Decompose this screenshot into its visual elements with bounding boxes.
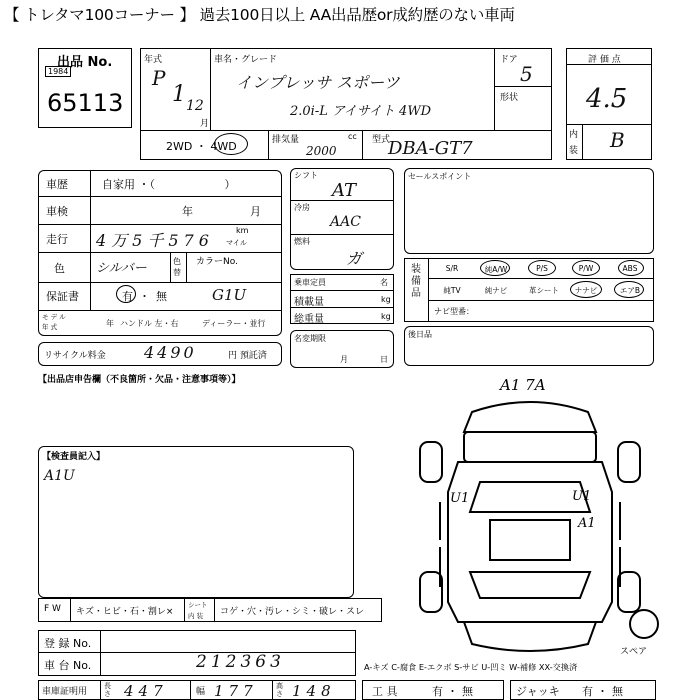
shift-label: シフト	[294, 171, 318, 180]
color-code-label: カラーNo.	[196, 257, 238, 267]
lot-number: 65113	[47, 89, 124, 117]
damage-legend: A-キズ C-腐食 E-エクボ S-サビ U-凹ミ W-補修 XX-交換済	[364, 662, 578, 672]
inspection-year: 年	[182, 205, 193, 218]
inspection-label: 車検	[46, 205, 68, 218]
equipment-sr: S/R	[445, 264, 459, 273]
seller-notes-label: 【出品店申告欄（不良箇所・欠品・注意事項等）】	[38, 375, 241, 385]
fuel-value: ガ	[346, 249, 363, 268]
displacement-value: 2000	[306, 144, 337, 158]
inspection-month: 月	[250, 205, 261, 218]
registration-label: 登 録 No.	[44, 637, 92, 650]
width-value: 177	[214, 682, 258, 700]
displacement-unit: cc	[348, 132, 357, 141]
year-label: 年式	[144, 55, 163, 65]
warranty-value: 有・無	[122, 290, 173, 303]
model-label: 車名・グレード	[214, 55, 278, 65]
color-value: シルバー	[96, 261, 147, 276]
doors-value: 5	[520, 62, 533, 86]
model-year-label-top: モ デ ル	[42, 313, 66, 321]
year-month-label: 月	[200, 119, 210, 129]
year-era: P	[152, 66, 166, 90]
seat-label-bottom: 内 装	[188, 612, 204, 620]
doors-label: ドア	[500, 55, 518, 65]
mileage-unit-bottom: マイル	[226, 239, 247, 247]
mileage-unit-top: km	[236, 226, 249, 235]
name-change-label: 名変期限	[294, 334, 326, 343]
equipment-tv: 純TV	[443, 286, 461, 295]
lot-box	[38, 48, 132, 128]
equipment-circle-airbag	[614, 281, 644, 298]
diagram-top-note: A1 7A	[500, 376, 546, 394]
jack-label: ジャッキ	[516, 685, 560, 698]
shift-value: AT	[332, 180, 357, 201]
color-code-value: G1U	[212, 286, 247, 304]
tool-label: 工 具	[372, 685, 398, 698]
ac-label: 冷房	[294, 203, 310, 212]
car-damage-diagram	[380, 372, 680, 662]
name-change-month: 月	[340, 355, 348, 364]
equipment-abs: ABS	[622, 264, 638, 273]
model-year-label-bottom: 年 式	[42, 323, 58, 331]
inspector-label: 【検査員記入】	[42, 452, 106, 462]
seat-items: コゲ・穴・汚レ・シミ・破レ・スレ	[220, 607, 365, 617]
ac-value: AAC	[330, 214, 361, 230]
equipment-navi: 純ナビ	[484, 286, 508, 295]
equipment-circle-ps	[528, 260, 556, 276]
diagram-left-door: U1	[450, 491, 470, 506]
recycle-value: 4490	[144, 343, 197, 362]
length-value: 447	[124, 682, 168, 700]
interior-label-2: 装	[569, 146, 579, 156]
model-grade: 2.0i-L アイサイト 4WD	[290, 104, 432, 119]
displacement-label: 排気量	[272, 135, 300, 145]
lot-label: 出品 No.	[57, 55, 113, 70]
recycle-label: リサイクル料金	[44, 351, 106, 361]
warranty-label: 保証書	[46, 290, 79, 303]
mileage-value: 4万5千576	[96, 231, 214, 250]
drive-label: 2WD ・ 4WD	[166, 140, 237, 153]
fuel-label: 燃料	[294, 237, 310, 246]
equipment-circle-navi	[570, 281, 602, 298]
capacity-unit: 名	[380, 278, 388, 287]
capacity-label: 乗車定員	[294, 278, 326, 287]
inspector-note: A1U	[44, 468, 75, 484]
chassis-label: 車 台 No.	[44, 659, 92, 672]
equipment-circle-abs	[618, 260, 644, 276]
vehicle-info-box	[38, 170, 282, 336]
remarks-box	[404, 326, 654, 366]
diagram-right-door: U1	[572, 489, 592, 504]
equipment-pw: P/W	[578, 264, 594, 273]
equipment-alloy-wheel: 純A/W	[484, 265, 508, 274]
year-value: 1	[172, 82, 186, 107]
chassis-value: 212363	[196, 652, 285, 672]
gross-unit: kg	[381, 312, 391, 321]
lot-small-code: 1984	[45, 66, 71, 77]
handle-label: ハンドル 左・右	[120, 319, 179, 328]
name-change-day: 日	[380, 355, 388, 364]
dealer-label: ディーラー・並行	[202, 319, 266, 328]
recycle-suffix: 円 預託済	[228, 351, 267, 361]
fw-label: F W	[44, 604, 61, 614]
load-label: 積載量	[294, 297, 324, 308]
navi-model-label: ナビ型番：	[434, 307, 474, 316]
load-unit: kg	[381, 295, 391, 304]
diagram-right-sill: A1	[578, 516, 596, 531]
year-month-value: 12	[186, 98, 204, 114]
type-label: 型式	[372, 135, 391, 145]
warranty-circle	[116, 285, 136, 303]
mileage-label: 走行	[46, 233, 68, 246]
score-value: 4.5	[586, 84, 628, 114]
equipment-label: 装備品	[411, 264, 421, 299]
length-label: 長さ	[104, 682, 111, 698]
equipment-ps: P/S	[536, 264, 548, 273]
interior-value: B	[610, 128, 625, 152]
height-label: 高さ	[276, 682, 283, 698]
equipment-leather: 革シート	[529, 286, 559, 295]
history-value: 自家用 ・（ ）	[102, 178, 236, 191]
page-banner: 【 トレタマ100コーナー 】 過去100日以上 AA出品歴or成約歴のない車両	[4, 6, 515, 24]
width-label: 幅	[196, 687, 206, 697]
color-label: 色	[54, 262, 65, 275]
jack-value: 有・無	[582, 685, 627, 698]
drive-4wd-circle	[214, 133, 248, 155]
type-value: DBA-GT7	[388, 138, 473, 159]
color-change-label: 色替	[173, 257, 181, 277]
garage-cert-label: 車庫証明用	[42, 687, 88, 697]
remarks-label: 後日品	[408, 330, 432, 339]
interior-label-1: 内	[569, 130, 579, 140]
diagram-spare-label: スペア	[620, 647, 648, 657]
inspector-box	[38, 446, 354, 598]
seat-label-top: シート	[188, 601, 208, 609]
gross-label: 総重量	[294, 314, 324, 325]
tool-value: 有・無	[432, 685, 477, 698]
height-value: 148	[292, 682, 336, 700]
model-year-year: 年	[106, 319, 114, 328]
equipment-circle-aw	[480, 260, 510, 276]
score-label: 評 価 点	[588, 55, 621, 65]
equipment-circle-pw	[572, 260, 600, 276]
equipment-airbag: エアB	[619, 286, 641, 295]
fw-items: キズ・ヒビ・石・割レ×	[76, 607, 174, 617]
model-name: インプレッサ スポーツ	[236, 73, 400, 92]
shape-label: 形状	[500, 93, 519, 103]
sales-point-label: セールスポイント	[408, 172, 472, 181]
equipment-navi-2: ナナビ	[574, 286, 598, 295]
history-label: 車歴	[46, 178, 68, 191]
